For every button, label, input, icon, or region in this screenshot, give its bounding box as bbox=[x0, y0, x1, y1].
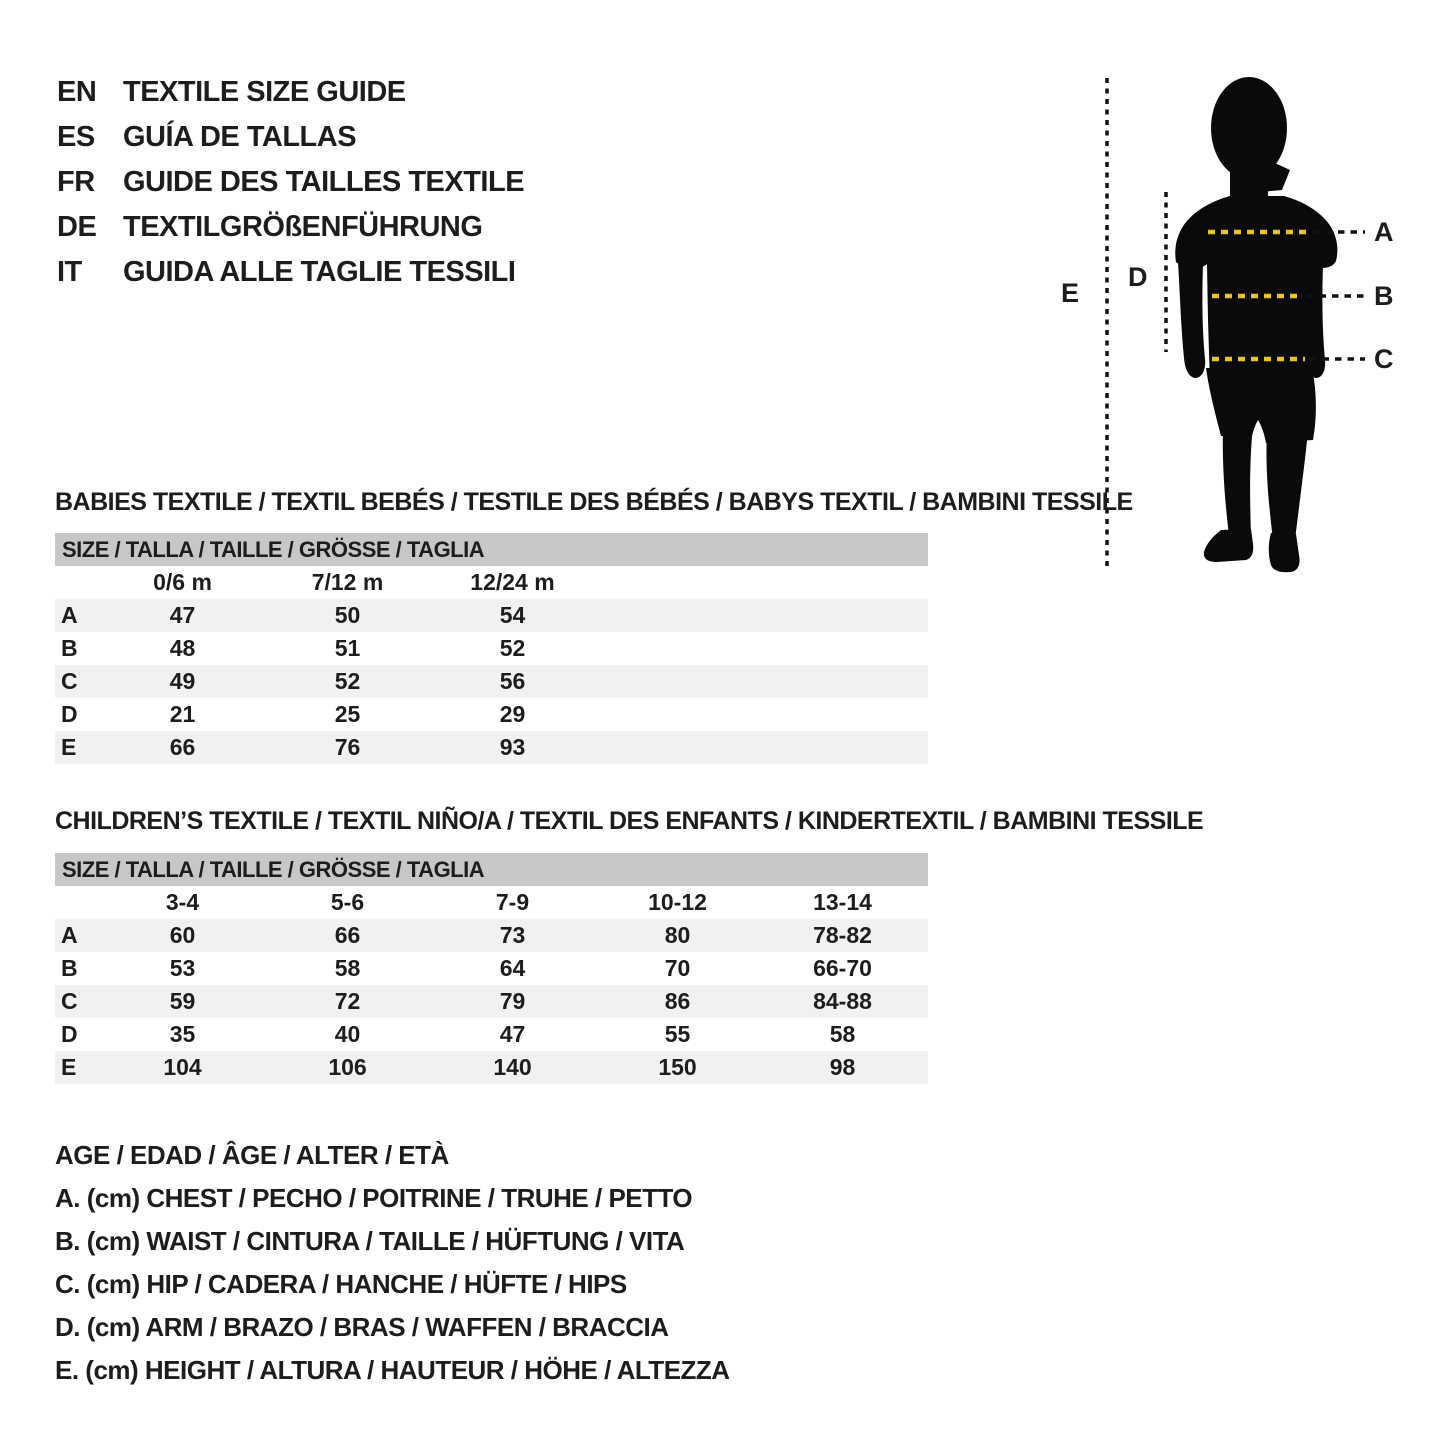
children-column-header-row bbox=[55, 886, 928, 919]
figure-label-b: B bbox=[1374, 281, 1394, 311]
legend-chest: A. (cm) CHEST / PECHO / POITRINE / TRUHE / PETTO bbox=[55, 1183, 693, 1213]
children-col-0: 3-4 bbox=[165, 889, 200, 915]
children-size-header-bar: SIZE / TALLA / TAILLE / GRÖSSE / TAGLIA bbox=[55, 853, 928, 886]
table-row: B 48 51 52 bbox=[61, 635, 526, 661]
lang-title: GUÍA DE TALLAS bbox=[123, 121, 357, 153]
legend-age: AGE / EDAD / ÂGE / ALTER / ETÀ bbox=[55, 1140, 449, 1170]
children-section-title: CHILDREN’S TEXTILE / TEXTIL NIÑO/A / TEXTIL DES ENFANTS / KINDERTEXTIL / BAMBINI TESSILE bbox=[55, 807, 1204, 835]
child-silhouette bbox=[1175, 77, 1337, 572]
lang-code: DE bbox=[57, 211, 97, 243]
language-header bbox=[57, 70, 524, 295]
babies-col-2: 12/24 m bbox=[470, 569, 555, 595]
lang-row-fr bbox=[57, 160, 524, 205]
children-size-table bbox=[55, 853, 928, 1084]
legend-height: E. (cm) HEIGHT / ALTURA / HAUTEUR / HÖHE / ALTEZZA bbox=[55, 1355, 730, 1385]
table-row: C 49 52 56 bbox=[55, 665, 928, 698]
babies-size-table bbox=[55, 533, 928, 764]
babies-column-header-row bbox=[55, 566, 928, 599]
table-row: E 66 76 93 bbox=[55, 731, 928, 764]
table-row: D 35 40 47 55 58 bbox=[61, 1021, 856, 1047]
children-col-1: 5-6 bbox=[330, 889, 365, 915]
lang-title: TEXTILE SIZE GUIDE bbox=[123, 76, 406, 108]
legend-hip: C. (cm) HIP / CADERA / HANCHE / HÜFTE / HIPS bbox=[55, 1269, 627, 1299]
children-col-4: 13-14 bbox=[813, 889, 872, 915]
children-col-3: 10-12 bbox=[648, 889, 707, 915]
legend-arm: D. (cm) ARM / BRAZO / BRAS / WAFFEN / BRACCIA bbox=[55, 1312, 669, 1342]
lang-code: EN bbox=[57, 76, 97, 108]
figure-label-e: E bbox=[1061, 278, 1080, 308]
measurement-legend bbox=[55, 1134, 730, 1392]
table-row: C 59 72 79 86 84-88 bbox=[55, 985, 928, 1018]
lang-title: GUIDA ALLE TAGLIE TESSILI bbox=[123, 256, 516, 288]
figure-label-a: A bbox=[1374, 217, 1394, 247]
lang-title: GUIDE DES TAILLES TEXTILE bbox=[123, 166, 525, 198]
babies-col-0: 0/6 m bbox=[153, 569, 212, 595]
table-row: B 53 58 64 70 66-70 bbox=[61, 955, 872, 981]
lang-code: FR bbox=[57, 166, 95, 198]
lang-row-de bbox=[57, 205, 524, 250]
lang-row-es bbox=[57, 115, 524, 160]
babies-section-title: BABIES TEXTILE / TEXTIL BEBÉS / TESTILE DES BÉBÉS / BABYS TEXTIL / BAMBINI TESSILE bbox=[55, 488, 1133, 516]
table-row: A 60 66 73 80 78-82 bbox=[55, 919, 928, 952]
lang-code: IT bbox=[57, 256, 82, 288]
children-col-2: 7-9 bbox=[495, 889, 530, 915]
table-row: E 104 106 140 150 98 bbox=[55, 1051, 928, 1084]
babies-size-header-bar: SIZE / TALLA / TAILLE / GRÖSSE / TAGLIA bbox=[55, 533, 928, 566]
lang-row-en bbox=[57, 70, 524, 115]
legend-waist: B. (cm) WAIST / CINTURA / TAILLE / HÜFTUNG / VITA bbox=[55, 1226, 685, 1256]
babies-col-1: 7/12 m bbox=[311, 569, 384, 595]
lang-row-it bbox=[57, 250, 524, 295]
lang-title: TEXTILGRÖßENFÜHRUNG bbox=[123, 211, 483, 243]
child-silhouette-figure bbox=[1050, 60, 1445, 600]
table-row: D 21 25 29 bbox=[61, 701, 526, 727]
figure-label-c: C bbox=[1374, 344, 1394, 374]
figure-label-d: D bbox=[1128, 262, 1148, 292]
table-row: A 47 50 54 bbox=[55, 599, 928, 632]
lang-code: ES bbox=[57, 121, 95, 153]
